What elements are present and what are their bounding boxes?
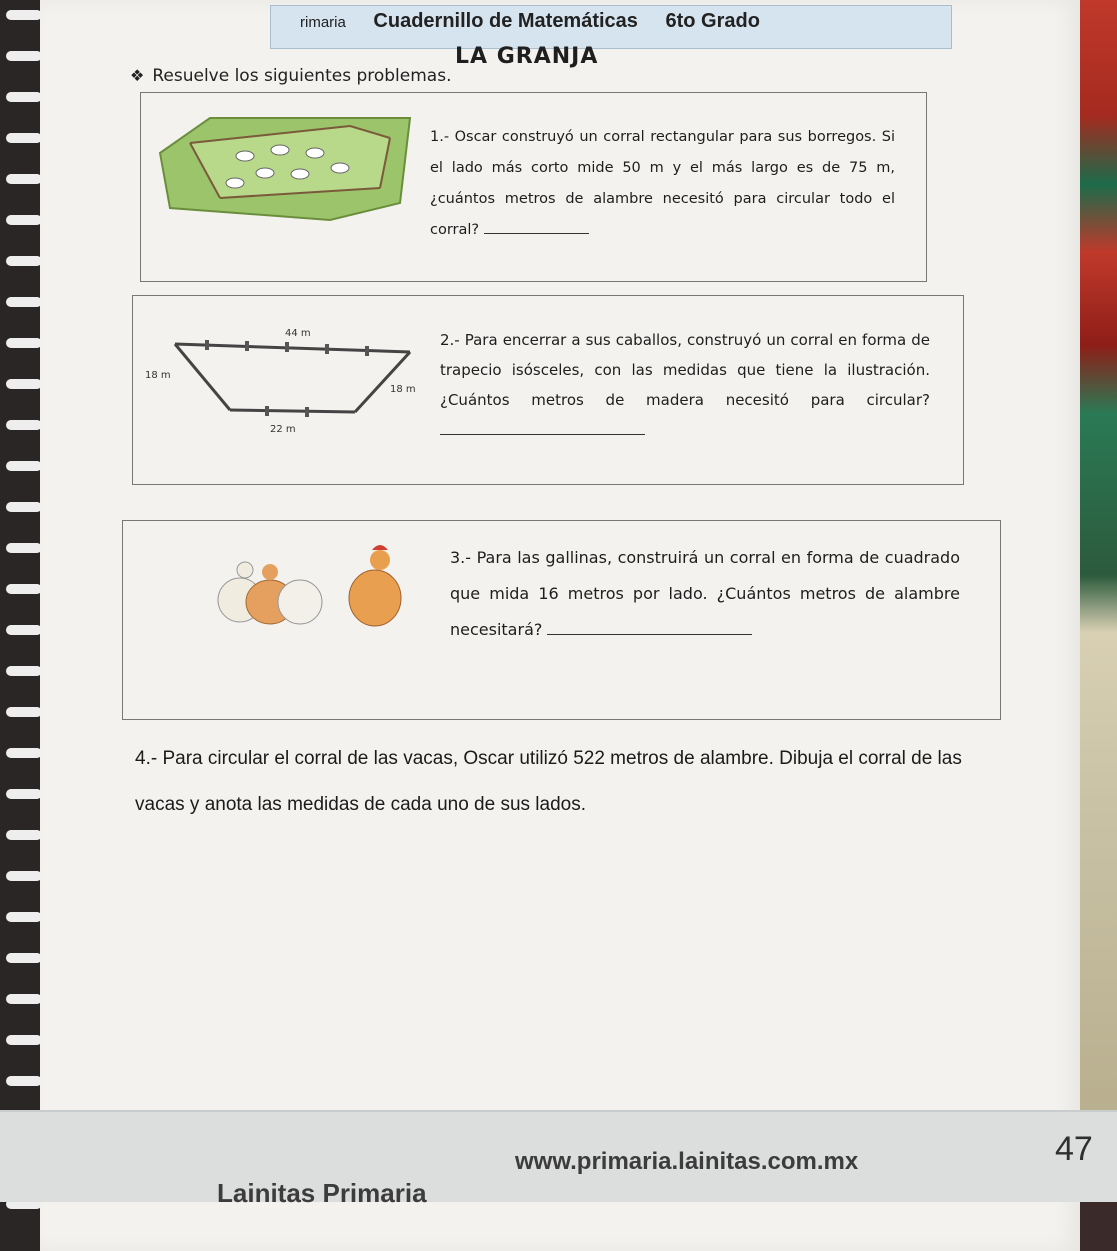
binder-ring <box>6 1076 42 1086</box>
binder-ring <box>6 10 42 20</box>
binder-ring <box>6 584 42 594</box>
label-bottom: 22 m <box>270 424 296 435</box>
binder-ring <box>6 420 42 430</box>
page-title: LA GRANJA <box>455 44 599 69</box>
binder-ring <box>6 830 42 840</box>
page-number: 47 <box>1055 1130 1093 1168</box>
label-right: 18 m <box>390 384 416 395</box>
header <box>300 10 782 33</box>
binder-ring <box>6 1035 42 1045</box>
label-left: 18 m <box>145 370 171 381</box>
binder-ring <box>6 379 42 389</box>
diamond-bullet-icon: ❖ <box>130 66 145 85</box>
label-top: 44 m <box>285 328 311 339</box>
footer-brand: Lainitas Primaria <box>217 1178 427 1208</box>
binder-ring <box>6 748 42 758</box>
problem-3-text <box>450 540 960 648</box>
binder-ring <box>6 174 42 184</box>
binder-ring <box>6 502 42 512</box>
instruction-text: Resuelve los siguientes problemas. <box>152 66 452 86</box>
chickens-illustration <box>200 540 410 640</box>
binder-ring <box>6 707 42 717</box>
problem-1-text <box>430 122 895 246</box>
binder-ring <box>6 789 42 799</box>
binder-ring <box>6 215 42 225</box>
binder-ring <box>6 625 42 635</box>
problem-2-text <box>440 325 930 445</box>
binder-ring <box>6 912 42 922</box>
binder-ring <box>6 92 42 102</box>
trapezoid-diagram <box>145 322 425 437</box>
binder-ring <box>6 51 42 61</box>
binder-ring <box>6 871 42 881</box>
footer-url: www.primaria.lainitas.com.mx <box>515 1148 859 1175</box>
binder-ring <box>6 953 42 963</box>
binder-ring <box>6 338 42 348</box>
problem-1-statement: 1.- Oscar construyó un corral rectangular para sus borregos. Si el lado más corto mide 50 m y el más largo es de 75 m, ¿cuántos metros de alambre necesitó para circular todo el corral? <box>430 129 895 238</box>
answer-1-blank[interactable] <box>484 233 589 234</box>
binder-ring <box>6 543 42 553</box>
header-booklet-title: Cuadernillo de Matemáticas <box>373 10 638 32</box>
sheep-pen-illustration <box>150 108 420 223</box>
instruction <box>130 66 451 86</box>
binder-ring <box>6 666 42 676</box>
binder-ring <box>6 994 42 1004</box>
problem-3-statement: 3.- Para las gallinas, construirá un corral en forma de cuadrado que mida 16 metros por lado. ¿Cuántos metros de alambre necesitará? <box>450 548 960 639</box>
problem-4-text: 4.- Para circular el corral de las vacas, Oscar utilizó 522 metros de alambre. Dibuja el corral de las vacas y anota las medidas de cada uno de sus lados. <box>135 748 962 815</box>
binder-ring <box>6 256 42 266</box>
binder-ring <box>6 297 42 307</box>
header-grade: 6to Grado <box>665 10 760 32</box>
binder-ring <box>6 133 42 143</box>
header-primaria: rimaria <box>300 14 346 31</box>
answer-2-blank[interactable] <box>440 434 645 435</box>
problem-2-statement: 2.- Para encerrar a sus caballos, construyó un corral en forma de trapecio isósceles, con las medidas que tiene la ilustración. ¿Cuántos metros de madera necesitó para circular? <box>440 331 930 409</box>
answer-3-blank[interactable] <box>547 634 752 635</box>
binder-ring <box>6 461 42 471</box>
